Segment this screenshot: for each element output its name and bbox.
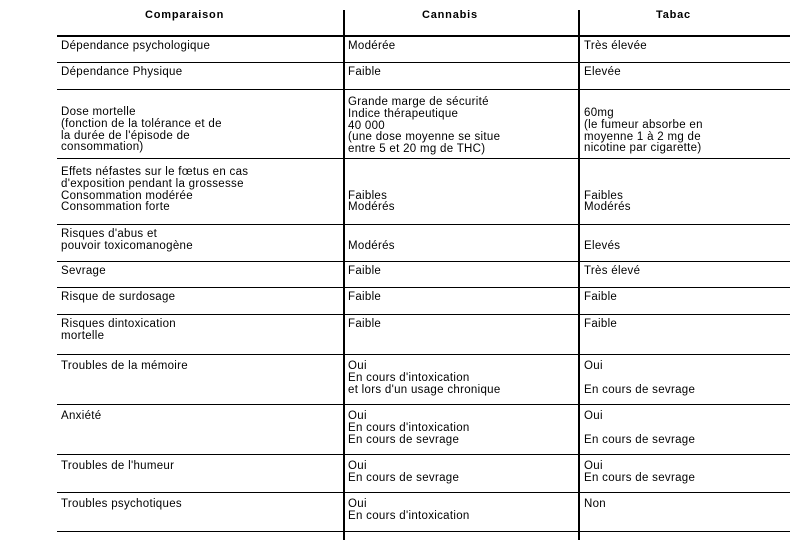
cannabis-value: Grande marge de sécurité Indice thérapeutique 40 000 (une dose moyenne se situe entre 5 et 20 mg de THC) — [348, 96, 501, 156]
table-row — [57, 63, 790, 90]
tabac-value: Faible — [584, 291, 618, 303]
table-row — [57, 405, 790, 455]
table-row — [57, 225, 790, 262]
cannabis-value: Faible — [348, 66, 382, 78]
tabac-value: Elevée — [584, 66, 621, 78]
table-row — [57, 455, 790, 493]
tabac-value: Très élevée — [584, 40, 647, 52]
row-label: Dépendance Physique — [61, 66, 183, 78]
cannabis-value: Faibles Modérés — [348, 189, 395, 214]
header-tabac: Tabac — [656, 9, 691, 21]
row-label: Effets néfastes sur le fœtus en cas d'exposition pendant la grossesse Consommation modérée Consommation forte — [61, 166, 249, 214]
row-label: Dose mortelle (fonction de la tolérance et de la durée de l'épisode de consommation) — [61, 106, 222, 154]
header-comparison: Comparaison — [145, 9, 225, 21]
table-row — [57, 315, 790, 355]
cannabis-value: Modérée — [348, 40, 396, 52]
header-cannabis: Cannabis — [422, 9, 478, 21]
row-label: Risques d'abus et pouvoir toxicomanogène — [61, 228, 193, 252]
tabac-value: Très élevé — [584, 265, 641, 277]
tabac-value: Faible — [584, 318, 618, 330]
table-row — [57, 262, 790, 288]
column-divider — [578, 10, 580, 540]
table-row — [57, 159, 790, 225]
row-label: Risque de surdosage — [61, 291, 176, 303]
tabac-value: Elevés — [584, 239, 621, 252]
tabac-value: Oui En cours de sevrage — [584, 360, 696, 396]
cannabis-value: Faible — [348, 291, 382, 303]
row-label: Anxiété — [61, 410, 102, 422]
cannabis-value: Oui En cours d'intoxication En cours de sevrage — [348, 410, 470, 446]
row-label: Troubles psychotiques — [61, 498, 182, 510]
table-row — [57, 355, 790, 405]
tabac-value: 60mg (le fumeur absorbe en moyenne 1 à 2 mg de nicotine par cigarette) — [584, 107, 703, 155]
tabac-value: Non — [584, 498, 606, 510]
tabac-value: Oui En cours de sevrage — [584, 460, 696, 484]
row-label: Dépendance psychologique — [61, 40, 211, 52]
cannabis-value: Faible — [348, 265, 382, 277]
cannabis-value: Oui En cours d'intoxication — [348, 498, 470, 522]
tabac-value: Faibles Modérés — [584, 189, 631, 214]
cannabis-value: Faible — [348, 318, 382, 330]
table-row — [57, 37, 790, 63]
cannabis-value: Oui En cours d'intoxication et lors d'un usage chronique — [348, 360, 501, 396]
cannabis-value: Modérés — [348, 239, 395, 252]
table-row — [57, 288, 790, 315]
tabac-value: Oui En cours de sevrage — [584, 410, 696, 446]
column-divider — [343, 10, 345, 540]
table-header — [57, 0, 790, 37]
table-row — [57, 493, 790, 532]
row-label: Risques dintoxication mortelle — [61, 318, 176, 342]
cannabis-value: Oui En cours de sevrage — [348, 460, 460, 484]
table-row — [57, 90, 790, 159]
row-label: Troubles de la mémoire — [61, 360, 188, 372]
row-label: Troubles de l'humeur — [61, 460, 175, 472]
comparison-table — [57, 0, 790, 540]
row-label: Sevrage — [61, 265, 106, 277]
